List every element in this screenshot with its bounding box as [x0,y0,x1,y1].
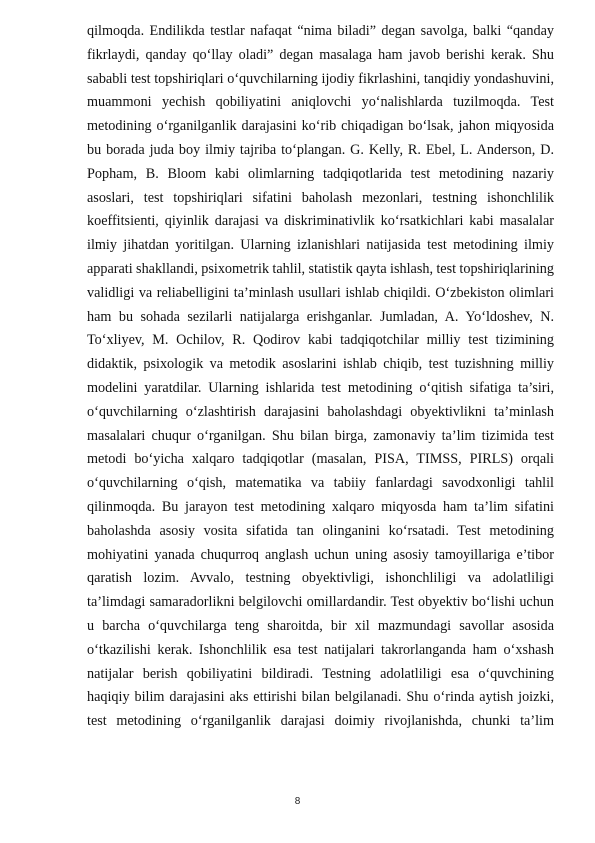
text-line: metodi bo‘yicha xalqaro tadqiqotlar (masalan, PISA, TIMSS, PIRLS) orqali [87,451,554,468]
text-line: apparati shakllandi, psixometrik tahlil, statistik qayta ishlash, test topshiriqlarining [87,260,554,277]
text-line: o‘quvchilarning o‘zlashtirish darajasini baholashdagi obyektivlikni ta’minlash [87,403,554,420]
text-line: ta’limdagi samaradorlikni belgilovchi omillardandir. Test obyektiv bo‘lishi uchun [87,594,554,611]
page-number: 8 [294,796,301,807]
text-line: ilmiy jihatdan yoritilgan. Ularning izlanishlari natijasida test metodining ilmiy [87,237,554,254]
text-line: masalalari chuqur o‘rganilgan. Shu bilan birga, zamonaviy ta’lim tizimida test [87,427,554,444]
text-line: asoslari, test topshiriqlari sifatini baholash mezonlari, testning ishonchlilik [87,189,554,206]
text-line: fikrlaydi, qanday qo‘llay oladi” degan masalaga ham javob berishi kerak. Shu [87,46,554,63]
text-line: test metodining o‘rganilganlik darajasi doimiy rivojlanishda, chunki ta’lim [87,713,554,730]
text-line: To‘xliyev, M. Ochilov, R. Qodirov kabi tadqiqotchilar milliy test tizimining [87,332,554,349]
text-line: didaktik, psixologik va metodik asoslarini ishlab chiqib, test tuzishning milliy [87,356,554,373]
text-line: modelini yaratdilar. Ularning ishlarida test metodining o‘qitish sifatiga ta’siri, [87,379,554,396]
text-line: o‘tkazilishi kerak. Ishonchlilik esa test natijalari takrorlanganda ham o‘xshash [87,641,554,658]
text-line: sababli test topshiriqlari o‘quvchilarning ijodiy fikrlashini, tanqidiy yondashuvini, [87,70,554,87]
text-line: Popham, B. Bloom kabi olimlarning tadqiqotlarida test metodining nazariy [87,165,554,182]
text-line: qilinmoqda. Bu jarayon test metodining xalqaro miqyosda ham ta’lim sifatini [87,498,554,515]
body-text [87,20,554,734]
text-line: o‘quvchilarning o‘qish, matematika va tabiiy fanlardagi savodxonligi tahlil [87,475,554,492]
text-line: natijalar berish qobiliyatini bildiradi. Testning adolatliligi esa o‘quvchining [87,665,554,682]
text-line: haqiqiy bilim darajasini aks ettirishi bilan belgilanadi. Shu o‘rinda aytish joizki, [87,689,554,706]
text-line: metodining o‘rganilganlik darajasini ko‘rib chiqadigan bo‘lsak, jahon miqyosida [87,118,554,135]
text-line: validligi va reliabelligini ta’minlash usullari ishlab chiqildi. O‘zbekiston olimlari [87,284,554,301]
text-line: muammoni yechish qobiliyatini aniqlovchi yo‘nalishlarda tuzilmoqda. Test [87,94,554,111]
text-line: koeffitsienti, qiyinlik darajasi va diskriminativlik ko‘rsatkichlari kabi masalalar [87,213,554,230]
text-line: ham bu sohada sezilarli natijalarga erishganlar. Jumladan, A. Yo‘ldoshev, N. [87,308,554,325]
text-line: mohiyatini yanada chuqurroq anglash uchun uning asosiy tamoyillariga e’tibor [87,546,554,563]
text-line: u barcha o‘quvchilarga teng sharoitda, bir xil mazmundagi savollar asosida [87,617,554,634]
text-line: qaratish lozim. Avvalo, testning obyektivligi, ishonchliligi va adolatliligi [87,570,554,587]
text-line: qilmoqda. Endilikda testlar nafaqat “nima biladi” degan savolga, balki “qanday [87,23,554,39]
text-line: bu borada juda boy ilmiy tajriba to‘plangan. G. Kelly, R. Ebel, L. Anderson, D. [87,141,554,158]
text-line: baholashda asosiy vosita sifatida tan olinganini ko‘rsatadi. Test metodining [87,522,554,539]
